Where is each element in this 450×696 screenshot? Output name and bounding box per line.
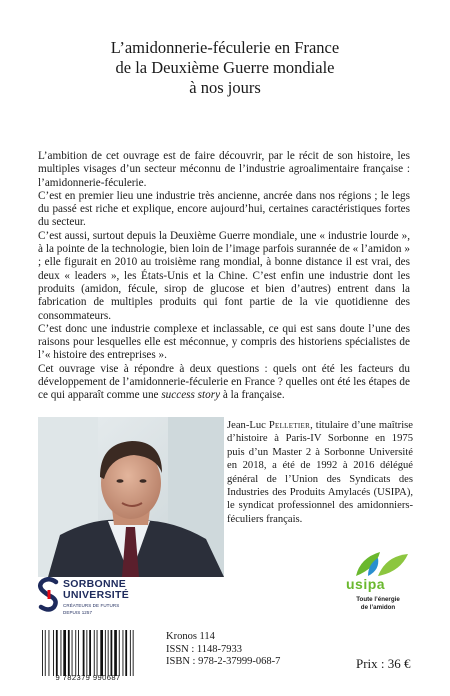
barcode-bar [119, 630, 120, 676]
author-bio-text: , titulaire d’une maîtrise d’histoire à Paris-IV Sorbonne en 1975 puis d’un Master 2 à Sorbonne Université en 2018, a été de 1992 à 2016 délégué général de l’Union des Syndicats des Industries des Produits Amylacés (USIPA), le syndicat professionnel des amidonniers-féculiers français. [227, 420, 413, 525]
author-last-name: Pelletier [268, 420, 311, 431]
barcode-bar [61, 630, 62, 676]
blurb-paragraph-2: C’est en premier lieu une industrie très ancienne, ancrée dans nos régions ; le legs du passé est riche et explique, encore aujourd’hui, certaines caractéristiques fortes du secteur. [38, 189, 410, 229]
barcode-bar [133, 630, 134, 676]
barcode-bar [94, 630, 95, 676]
barcode-bar [100, 630, 103, 676]
title-line-2: de la Deuxième Guerre mondiale [115, 58, 335, 77]
usipa-tagline-line-1: Toute l’énergie [356, 596, 400, 603]
usipa-wordmark [346, 576, 385, 592]
barcode-bar [45, 630, 46, 676]
barcode-bar [97, 630, 98, 676]
title-line-1: L’amidonnerie-féculerie en France [110, 38, 340, 57]
sorbonne-name-line-1: SORBONNE [63, 578, 127, 590]
barcode-bar [130, 630, 131, 676]
barcode-bar [86, 630, 87, 676]
barcode-bar [53, 630, 54, 676]
barcode-bar [89, 630, 91, 676]
blurb-paragraph-5 [38, 363, 410, 403]
barcode-bar [49, 630, 50, 676]
usipa-logo [338, 548, 418, 620]
price: Prix : 36 € [356, 656, 411, 671]
issn: ISSN : 1148-7933 [166, 643, 243, 655]
barcode-bar [108, 630, 109, 676]
book-title [0, 38, 450, 98]
barcode-bar [78, 630, 79, 676]
sorbonne-tagline-line-2: DEPUIS 1257 [63, 610, 93, 615]
barcode-bar [105, 630, 106, 676]
author-first-name: Jean-Luc [227, 420, 269, 431]
barcode-bar [72, 630, 73, 676]
barcode-bar [42, 630, 43, 676]
blurb [38, 150, 410, 403]
blurb-paragraph-3: C’est aussi, surtout depuis la Deuxième Guerre mondiale, une « industrie lourde », à la pointe de la technologie, bien loin de l’image parfois surannée de « l’amidon » ; elle figurait en 2010 au troisième rang mondial, à bonne distance il est vrai, des deux « leaders », les États-Unis et la Chine. C’est enfin une industrie dont les produits (amidon, fécule, sirop de glucose et bien d’autres) entrent dans la fabrication de multiples produits qui font partie de la vie quotidienne des consommateurs. [38, 229, 410, 322]
blurb-p5-italic: success story [161, 389, 221, 402]
barcode-bar [114, 630, 117, 676]
blurb-p5-start: Cet ouvrage vise à répondre à deux questions : quels ont été les facteurs du développement de l’amidonnerie-féculerie en France ? quelles ont été les étapes de ce qui apparaît comme une [38, 362, 410, 402]
series-number: Kronos 114 [166, 631, 215, 642]
sorbonne-name-line-2: UNIVERSITÉ [63, 589, 130, 601]
sorbonne-tagline-line-1: CRÉATEURS DE FUTURS [63, 603, 120, 608]
author-bio [227, 419, 413, 526]
barcode-digits: 9 782379 990687 [55, 673, 121, 682]
title-line-3: à nos jours [189, 78, 261, 97]
publication-info [166, 631, 280, 669]
usipa-name: usipa [346, 576, 386, 592]
usipa-tagline [338, 596, 418, 611]
sorbonne-universite-logo [37, 575, 157, 617]
author-photo [38, 417, 224, 577]
usipa-leaves-icon [338, 548, 418, 578]
sorbonne-s-icon [37, 577, 61, 613]
blurb-p5-end: à la française. [220, 389, 285, 402]
barcode-bar [63, 630, 66, 676]
barcode-bar [111, 630, 113, 676]
barcode-bar [123, 630, 124, 676]
barcode-bar [125, 630, 127, 676]
barcode-bar [68, 630, 70, 676]
isbn: ISBN : 978-2-37999-068-7 [166, 656, 281, 668]
blurb-paragraph-1: L’ambition de cet ouvrage est de faire découvrir, par le récit de son histoire, les multiples visages d’un secteur méconnu de l’industrie agroalimentaire française : l’amidonnerie-féculerie. [38, 150, 410, 189]
barcode-bar [75, 630, 76, 676]
usipa-tagline-line-2: de l’amidon [360, 603, 396, 611]
barcode-bar [56, 630, 58, 676]
blurb-paragraph-4: C’est donc une industrie complexe et inclassable, ce qui est sans doute l’une des raisons pour lesquelles elle est méconnue, y compris des historiens spécialistes de l’« histoire des entreprises ». [38, 322, 410, 362]
barcode-bar [83, 630, 85, 676]
